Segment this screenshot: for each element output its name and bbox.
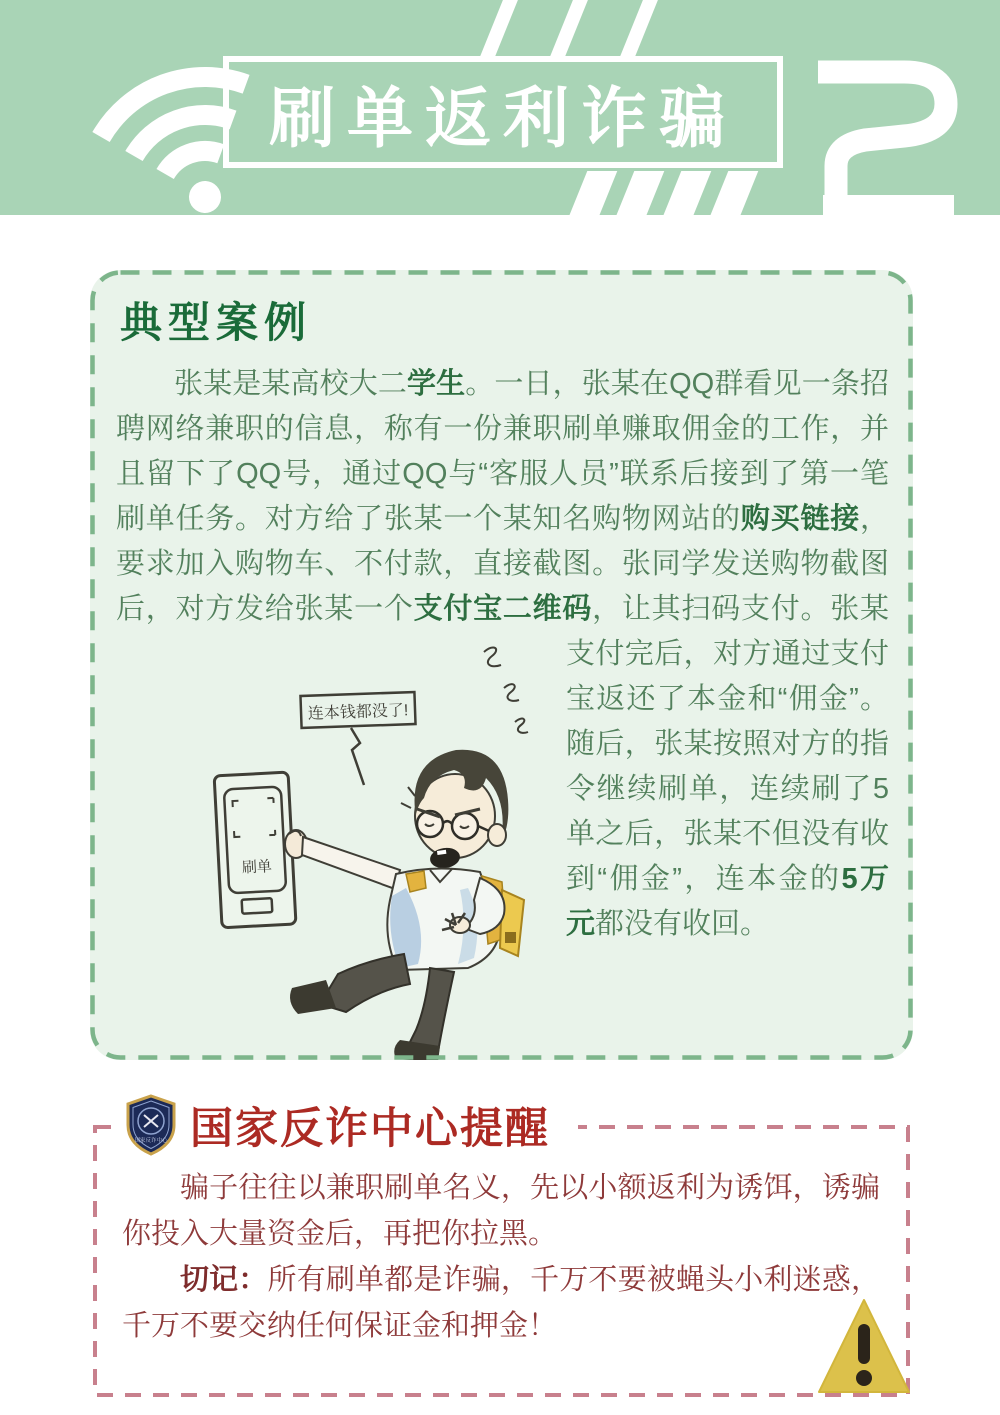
reminder-paragraph-2-text: 所有刷单都是诈骗，千万不要被蝇头小利迷惑，千万不要交纳任何保证金和押金！ <box>122 1264 880 1342</box>
slash-decoration <box>616 171 665 215</box>
case-paragraph <box>116 362 889 947</box>
anti-fraud-shield-icon <box>125 1094 177 1156</box>
case-text-segment: 。一日，张某在QQ群看见一条招聘网络兼职的信息，称有一份兼职刷单赚取佣金的工作，并且留下了QQ号，通过QQ与“客服人员”联系后接到了第一笔刷单任务。对方给了张某一个某知名购物网站的 <box>116 368 889 535</box>
slash-decoration <box>663 171 712 215</box>
case-title: 典型案例 <box>120 299 313 346</box>
case-text-bold: 学生 <box>407 368 466 400</box>
header-title-box <box>223 56 783 168</box>
phone <box>214 772 296 928</box>
header-banner <box>0 0 1000 215</box>
slash-decoration <box>569 171 618 215</box>
case-illustration <box>110 638 562 1060</box>
slash-decoration <box>618 0 661 62</box>
case-text-segment: ，要求加入购物车、不付款，直接截图。张同学发送购物截图后，对方发给张某一个 <box>116 503 889 625</box>
dizzy-squiggles <box>484 647 528 732</box>
falling-student-cartoon <box>168 638 620 1060</box>
case-text-segment: ，让其扫码支付。张某支付完 <box>566 593 889 670</box>
reminder-box <box>93 1104 910 1397</box>
big-number-2 <box>808 50 968 215</box>
shield-badge-label: 国家反诈中心 <box>134 1138 168 1144</box>
reminder-title: 国家反诈中心提醒 <box>190 1104 550 1153</box>
warning-triangle-icon <box>816 1294 912 1396</box>
reminder-keyword: 切记： <box>180 1264 268 1296</box>
speech-bubble <box>300 692 415 728</box>
slash-decoration <box>548 0 591 62</box>
page-title: 刷单返利诈骗 <box>269 80 737 155</box>
header-number <box>0 0 1 1</box>
reminder-title-bar <box>117 1091 578 1159</box>
case-text-bold: 5万元 <box>566 863 889 940</box>
case-text-segment: 都没有收回。 <box>595 908 770 940</box>
case-text-segment: 后，对方通过支付宝返还了本金和“佣金”。随后，张某按照对方的指令继续刷单，连续刷了5单之后，张某不但没有收到“佣金”，连本金的 <box>566 638 889 895</box>
reminder-paragraph-1: 骗子往往以兼职刷单名义，先以小额返利为诱饵，诱骗你投入大量资金后，再把你拉黑。 <box>122 1172 880 1250</box>
case-text-bold: 支付宝二维码 <box>413 593 593 625</box>
phone-screen-label: 刷单 <box>241 858 273 877</box>
speech-bubble-text: 连本钱都没了! <box>307 702 409 723</box>
case-text-segment: 张某是某高校大二 <box>174 368 407 400</box>
slash-decoration <box>710 171 759 215</box>
reminder-paragraph-2 <box>122 1257 880 1349</box>
slash-decoration <box>478 0 521 62</box>
case-card <box>90 270 913 1060</box>
case-text-bold: 购买链接 <box>740 503 860 535</box>
